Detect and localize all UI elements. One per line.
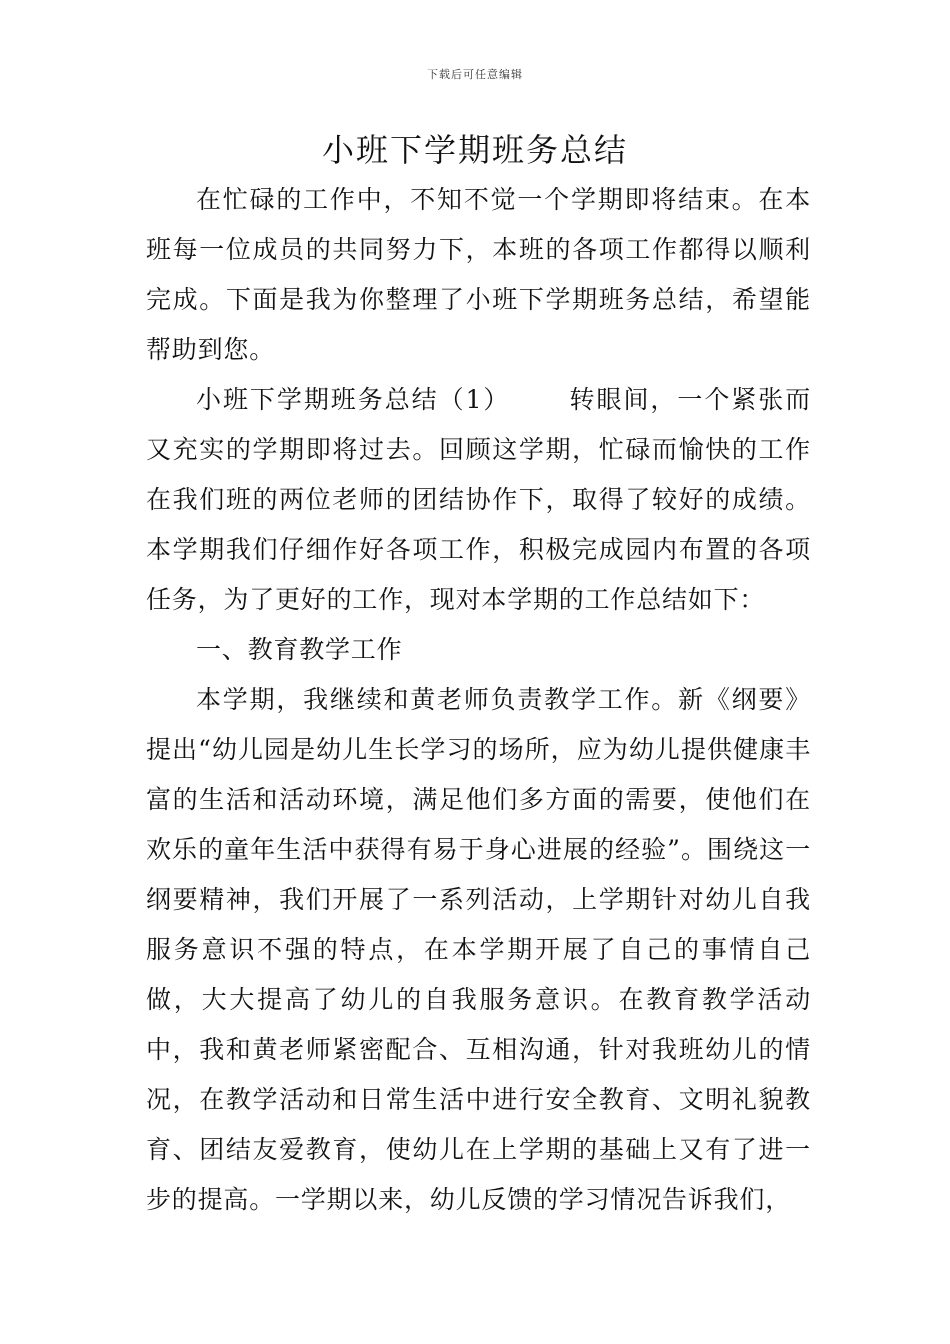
header-note: 下载后可任意编辑 (427, 68, 523, 81)
document-title: 小班下学期班务总结 (321, 131, 628, 169)
summary-one-text: 转眼间，一个紧张而又充实的学期即将过去。回顾这学期，忙碌而愉快的工作在我们班的两位老师的团结协作下，取得了较好的成绩。本学期我们仔细作好各项工作，积极完成园内布置的各项任务，为了更好的工作，现对本学期的工作总结如下： (146, 385, 811, 614)
document-body (146, 175, 811, 1225)
summary-one-paragraph (146, 375, 811, 625)
intro-paragraph: 在忙碌的工作中，不知不觉一个学期即将结束。在本班每一位成员的共同努力下，本班的各项工作都得以顺利完成。下面是我为你整理了小班下学期班务总结，希望能帮助到您。 (146, 185, 811, 364)
education-paragraph: 本学期，我继续和黄老师负责教学工作。新《纲要》提出“幼儿园是幼儿生长学习的场所，应为幼儿提供健康丰富的生活和活动环境，满足他们多方面的需要，使他们在欢乐的童年生活中获得有易于身心进展的经验”。围绕这一纲要精神，我们开展了一系列活动，上学期针对幼儿自我服务意识不强的特点，在本学期开展了自己的事情自己做，大大提高了幼儿的自我服务意识。在教育教学活动中，我和黄老师紧密配合、互相沟通，针对我班幼儿的情况，在教学活动和日常生活中进行安全教育、文明礼貌教育、团结友爱教育，使幼儿在上学期的基础上又有了进一步的提高。一学期以来，幼儿反馈的学习情况告诉我们， (146, 685, 811, 1214)
section-heading-education: 一、教育教学工作 (196, 635, 403, 664)
summary-one-heading: 小班下学期班务总结（1） (196, 385, 511, 414)
